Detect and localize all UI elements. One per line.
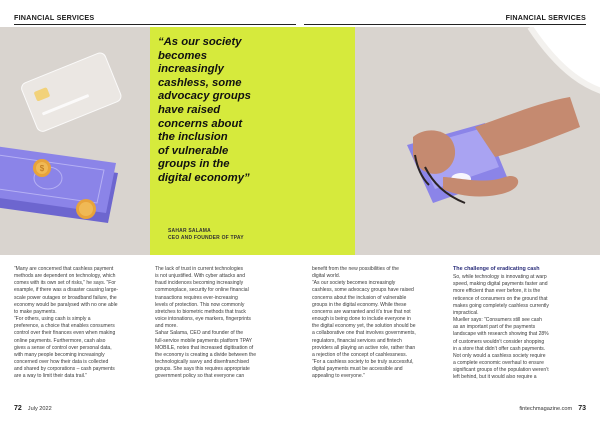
- text-line: and shared by corporations – cash payments: [14, 366, 115, 373]
- coin-icon: [33, 159, 51, 177]
- text-line: reticence of consumers on the ground that: [453, 295, 548, 302]
- pull-quote-line: the inclusion: [158, 131, 228, 144]
- text-line: levels of protection. This now commonly: [155, 301, 245, 308]
- pull-quote-line: have raised: [158, 103, 221, 116]
- text-line: online payments. Furthermore, cash also: [14, 337, 106, 344]
- text-line: a collaborative one that involves governments,: [312, 330, 416, 337]
- credit-card-icon: [20, 51, 123, 133]
- text-line: groups in the digital economy. While these: [312, 301, 407, 308]
- text-line: voice intonations, eye markers, fingerprints: [155, 316, 251, 323]
- article-column-2: [155, 266, 290, 381]
- text-line: enough is being done to include everyone in: [312, 316, 411, 323]
- text-line: gives a sense of control over personal data,: [14, 344, 112, 351]
- subheading: The challenge of eradicating cash: [453, 266, 540, 272]
- header-rule-left: [14, 24, 296, 25]
- text-line: regulators, financial services and fintech: [312, 337, 402, 344]
- text-line: “As our society becomes increasingly: [312, 280, 396, 287]
- quote-attribution-name: SAHAR SALAMA: [168, 228, 211, 234]
- text-line: providers all playing an active role, rather than: [312, 344, 416, 351]
- text-line: digital payments must be accessible and: [312, 366, 403, 373]
- footer-left: [14, 405, 52, 412]
- pull-quote: [158, 36, 348, 186]
- text-line: “For others, using cash is simply a: [14, 316, 91, 323]
- text-line: control over their finances even when making: [14, 330, 116, 337]
- text-line: as an important part of the payments: [453, 324, 536, 331]
- pull-quote-line: becomes: [158, 49, 207, 62]
- text-line: in a store that didn’t offer cash payments.: [453, 345, 546, 352]
- section-label-right: FINANCIAL SERVICES: [505, 13, 586, 22]
- text-line: impractical.: [453, 309, 479, 316]
- banknote-icon: [0, 145, 118, 223]
- article-column-3: [312, 266, 447, 381]
- text-line: government policy so that everyone can: [155, 373, 245, 380]
- text-line: fraud incidences becoming increasingly: [155, 280, 244, 287]
- text-line: landscape with research showing that 28%: [453, 331, 549, 338]
- text-line: Not only would a cashless society require: [453, 352, 546, 359]
- text-line: cashless, some advocacy groups have raised: [312, 287, 414, 294]
- text-line: So, while technology is innovating at warp: [453, 274, 547, 281]
- coin-icon: [76, 199, 96, 219]
- pull-quote-line: groups in the: [158, 158, 230, 171]
- text-line: the digital economy yet, the solution should be: [312, 323, 416, 330]
- text-line: concerned over how their data is collected: [14, 359, 109, 366]
- text-line: groups. She says this requires appropriate: [155, 366, 250, 373]
- pull-quote-line: increasingly: [158, 63, 224, 76]
- page-number-left: 72: [14, 405, 22, 412]
- text-line: a rejection of the concept of cashlessness.: [312, 351, 408, 358]
- svg-text:$: $: [39, 164, 45, 173]
- page-number-right: 73: [578, 405, 586, 412]
- text-line: Mueller says: “Consumers still see cash: [453, 317, 542, 324]
- text-line: are a way to limit their data trail.”: [14, 373, 87, 380]
- text-line: concerns about the inclusion of vulnerable: [312, 294, 407, 301]
- text-line: transactions requires ever-increasing: [155, 294, 238, 301]
- header-rule-right: [304, 24, 586, 25]
- text-line: significant groups of the population weren’t: [453, 367, 549, 374]
- text-line: MOBILE, notes that increased digitisation of: [155, 344, 254, 351]
- cash-and-card-illustration: [0, 27, 150, 255]
- text-line: commonplace, security for online financial: [155, 287, 249, 294]
- text-line: appealing to everyone.”: [312, 373, 365, 380]
- text-line: the economy is creating a divide between the: [155, 351, 256, 358]
- text-line: preference, a choice that enables consumers: [14, 323, 115, 330]
- pull-quote-line: “As our society: [158, 36, 242, 48]
- section-label-left: FINANCIAL SERVICES: [14, 13, 95, 22]
- hands-illustration-panel: [355, 27, 600, 255]
- page-header: [0, 0, 600, 28]
- pull-quote-line: of vulnerable: [158, 144, 229, 157]
- text-line: Sahar Salama, CEO and founder of the: [155, 330, 244, 337]
- pull-quote-line: cashless, some: [158, 76, 242, 89]
- text-line: “For a cashless society to be truly successful,: [312, 359, 414, 366]
- text-line: with many people becoming increasingly: [14, 351, 105, 358]
- text-line: technologically savvy and disenfranchised: [155, 359, 249, 366]
- text-line: digital world.: [312, 273, 341, 280]
- text-line: methods are dependent on technology, which: [14, 273, 116, 280]
- text-line: concerns are warranted and it’s true that not: [312, 308, 411, 315]
- text-line: and more.: [155, 323, 178, 330]
- text-line: more efficient than ever before, it is the: [453, 288, 541, 295]
- article-column-1: [14, 266, 149, 381]
- text-line: makes going completely cashless currently: [453, 302, 549, 309]
- pull-quote-line: advocacy groups: [158, 90, 251, 103]
- website-url: fintechmagazine.com: [519, 406, 573, 412]
- pull-quote-line: digital economy”: [158, 171, 250, 184]
- text-line: stretches to biometric methods that track: [155, 308, 246, 315]
- text-line: speed, making digital payments faster and: [453, 281, 548, 288]
- text-line: full-service mobile payments platform TPAY: [155, 337, 253, 344]
- text-line: economy would be paralysed with no one able: [14, 301, 118, 308]
- text-line: a complete economic overhaul to ensure: [453, 360, 544, 367]
- quote-attribution-role: CEO AND FOUNDER OF TPAY: [168, 235, 244, 241]
- text-line: The lack of trust in current technologies: [155, 266, 244, 272]
- text-line: left behind, but it would also require a: [453, 374, 537, 381]
- footer-right: [519, 405, 586, 412]
- text-line: “Many are concerned that cashless payment: [14, 266, 114, 272]
- issue-date: July 2022: [27, 406, 52, 412]
- hands-holding-wallet-illustration: [355, 27, 600, 255]
- text-line: comes with its own set of risks,” he says. “For: [14, 280, 116, 287]
- text-line: scale power outages or broadband failure, the: [14, 294, 117, 301]
- text-line: is not unjustified. With cyber attacks and: [155, 273, 246, 280]
- text-line: to make payments.: [14, 308, 57, 315]
- article-column-4: [453, 266, 588, 382]
- cash-illustration-panel: [0, 27, 150, 255]
- text-line: example, if there was a disaster causing large-: [14, 287, 119, 294]
- text-line: benefit from the new possibilities of the: [312, 266, 399, 272]
- text-line: of customers wouldn’t consider shopping: [453, 338, 545, 345]
- pull-quote-line: concerns about: [158, 117, 243, 130]
